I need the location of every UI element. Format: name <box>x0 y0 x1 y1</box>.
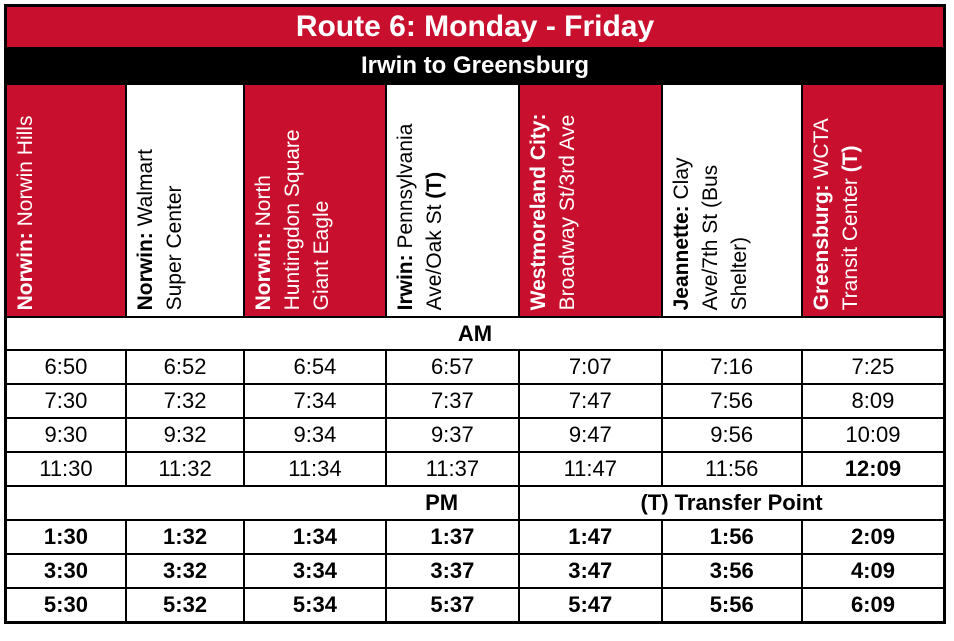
table-row <box>6 384 945 418</box>
stop-header-2 <box>244 84 385 317</box>
time-cell: 9:56 <box>662 418 802 452</box>
stop-place: Norwin: <box>252 232 276 311</box>
time-cell: 11:56 <box>662 452 802 486</box>
time-cell: 6:57 <box>386 350 519 384</box>
time-cell: 8:09 <box>802 384 945 418</box>
stop-header-6 <box>802 84 945 317</box>
time-cell: 12:09 <box>802 452 945 486</box>
stop-name: Clay Ave/7th St (Bus Shelter) <box>669 157 751 311</box>
time-cell: 3:30 <box>6 554 126 588</box>
time-cell: 1:34 <box>244 520 385 554</box>
time-cell: 11:34 <box>244 452 385 486</box>
time-cell: 7:32 <box>126 384 244 418</box>
time-cell: 5:47 <box>519 588 661 623</box>
stop-name: North Huntingdon Square Giant Eagle <box>252 129 334 311</box>
time-cell: 7:37 <box>386 384 519 418</box>
stop-place: Greensburg: <box>809 184 833 311</box>
time-cell: 11:32 <box>126 452 244 486</box>
table-row <box>6 554 945 588</box>
stop-name: Walmart Super Center <box>133 149 186 311</box>
table-row <box>6 418 945 452</box>
time-cell: 7:25 <box>802 350 945 384</box>
stop-name: WCTA Transit Center <box>809 119 862 311</box>
transfer-marker: (T) <box>422 171 446 199</box>
time-cell: 5:30 <box>6 588 126 623</box>
time-cell: 9:34 <box>244 418 385 452</box>
table-row <box>6 452 945 486</box>
time-cell: 9:32 <box>126 418 244 452</box>
time-cell: 11:47 <box>519 452 661 486</box>
time-cell: 2:09 <box>802 520 945 554</box>
time-cell: 7:47 <box>519 384 661 418</box>
stop-place: Norwin: <box>14 232 37 311</box>
stop-header-0 <box>6 84 126 317</box>
time-cell: 5:32 <box>126 588 244 623</box>
stop-name: Pennsylvania Ave/Oak St <box>393 123 446 311</box>
stop-place: Westmoreland City: <box>527 113 551 311</box>
stop-header-4 <box>519 84 661 317</box>
time-cell: 1:32 <box>126 520 244 554</box>
transfer-point-note: (T) Transfer Point <box>519 486 944 520</box>
time-cell: 6:52 <box>126 350 244 384</box>
stop-place: Jeannette: <box>669 205 693 311</box>
time-cell: 7:34 <box>244 384 385 418</box>
table-row <box>6 350 945 384</box>
time-cell: 6:09 <box>802 588 945 623</box>
time-cell: 1:56 <box>662 520 802 554</box>
time-cell: 3:34 <box>244 554 385 588</box>
time-cell: 10:09 <box>802 418 945 452</box>
time-cell: 9:47 <box>519 418 661 452</box>
time-cell: 5:37 <box>386 588 519 623</box>
time-cell: 5:34 <box>244 588 385 623</box>
stop-name: Norwin Hills <box>14 115 37 227</box>
time-cell: 1:37 <box>386 520 519 554</box>
route-title: Route 6: Monday - Friday <box>6 6 945 49</box>
route-subtitle: Irwin to Greensburg <box>6 48 945 84</box>
time-cell: 7:56 <box>662 384 802 418</box>
time-cell: 1:47 <box>519 520 661 554</box>
time-cell: 9:30 <box>6 418 126 452</box>
transfer-marker: (T) <box>838 145 862 173</box>
stop-name: Broadway St/3rd Ave <box>556 114 580 311</box>
stop-header-5 <box>662 84 802 317</box>
am-section-label: AM <box>6 317 945 349</box>
stop-place: Irwin: <box>393 254 417 311</box>
schedule-table <box>4 4 946 624</box>
time-cell: 6:54 <box>244 350 385 384</box>
time-cell: 11:37 <box>386 452 519 486</box>
time-cell: 3:47 <box>519 554 661 588</box>
time-cell: 5:56 <box>662 588 802 623</box>
table-row <box>6 520 945 554</box>
time-cell: 9:37 <box>386 418 519 452</box>
time-cell: 3:56 <box>662 554 802 588</box>
pm-section-label: PM <box>6 486 520 520</box>
stop-header-3 <box>386 84 519 317</box>
time-cell: 3:37 <box>386 554 519 588</box>
time-cell: 6:50 <box>6 350 126 384</box>
time-cell: 4:09 <box>802 554 945 588</box>
time-cell: 7:07 <box>519 350 661 384</box>
stop-header-1 <box>126 84 244 317</box>
time-cell: 7:30 <box>6 384 126 418</box>
time-cell: 1:30 <box>6 520 126 554</box>
table-row <box>6 588 945 623</box>
time-cell: 3:32 <box>126 554 244 588</box>
time-cell: 11:30 <box>6 452 126 486</box>
stop-place: Norwin: <box>133 232 157 311</box>
time-cell: 7:16 <box>662 350 802 384</box>
